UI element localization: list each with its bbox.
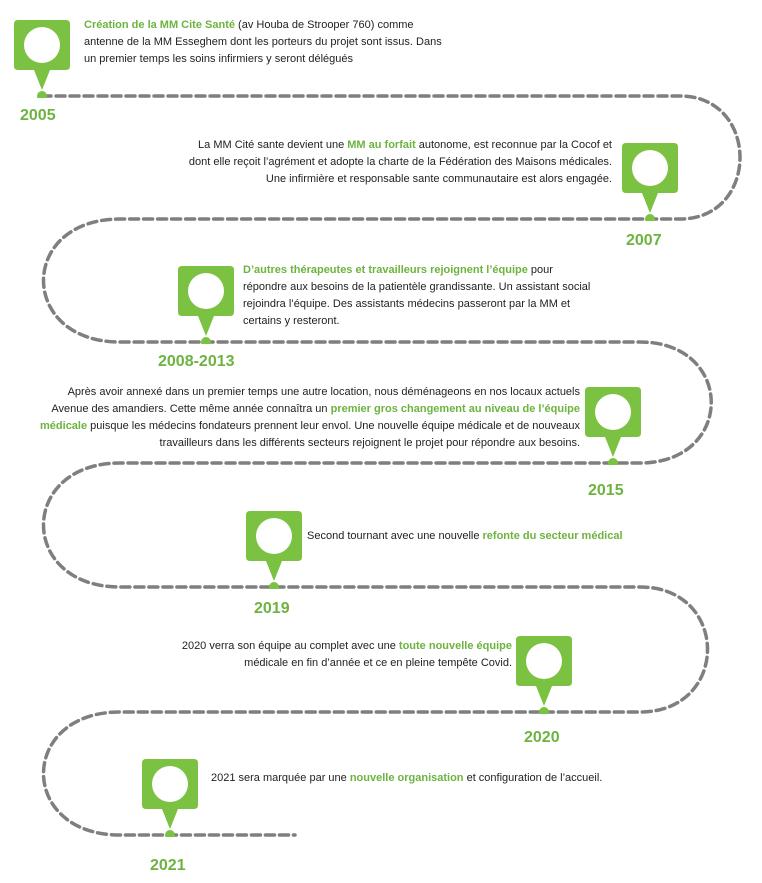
highlighted-text: MM au forfait xyxy=(347,139,416,151)
highlighted-text: Création de la MM Cite Santé xyxy=(84,19,235,31)
event-description xyxy=(211,770,681,787)
highlighted-text: toute nouvelle équipe xyxy=(398,640,512,652)
year-label: 2005 xyxy=(20,107,56,124)
highlighted-text: D’autres thérapeutes et travailleurs rejoignent l’équipe xyxy=(243,264,528,276)
description-text: La MM Cité sante devient une xyxy=(198,139,348,151)
description-text: (av Houba de Strooper 760) comme antenne de la MM Esseghem dont les porteurs du projet sont issus. Dans un premier temps les soins infirmiers y seront délégués xyxy=(84,19,442,65)
location-pin-icon xyxy=(514,630,574,714)
description-text: et configuration de l’accueil. xyxy=(463,772,603,784)
description-text: 2020 verra son équipe au complet avec une xyxy=(181,640,399,652)
location-pin-icon xyxy=(583,381,643,465)
description-text: 2021 sera marquée par une xyxy=(211,772,350,784)
year-label: 2007 xyxy=(626,232,662,249)
description-text: médicale en fin d’année et ce en pleine tempête Covid. xyxy=(244,657,512,669)
description-text: autonome, est reconnue par la Cocof et dont elle reçoit l’agrément et adopte la charte de la Fédération des Maisons médicales. Une infirmière et responsable sante communautaire est alors engagée. xyxy=(188,139,612,185)
description-text: Après avoir annexé dans un premier temps une autre location, nous déménageons en nos locaux actuels Avenue des amandiers. Cette même année connaîtra un xyxy=(51,386,580,415)
highlighted-text: premier gros changement au niveau de l’équipe médicale xyxy=(40,403,580,432)
highlighted-text: refonte du secteur médical xyxy=(482,530,623,542)
event-description xyxy=(243,262,599,330)
year-label: 2021 xyxy=(150,857,186,874)
description-text: pour répondre aux besoins de la patientèle grandissante. Un assistant social rejoindra l’équipe. Des assistants médecins passeront par la MM et certains y resteront. xyxy=(243,264,591,327)
event-description xyxy=(150,638,512,672)
highlighted-text: nouvelle organisation xyxy=(349,772,464,784)
location-pin-icon xyxy=(12,14,72,98)
year-label: 2015 xyxy=(588,482,624,499)
event-description xyxy=(307,528,687,545)
event-description xyxy=(84,17,444,68)
year-label: 2020 xyxy=(524,729,560,746)
year-label: 2008-2013 xyxy=(158,353,235,370)
event-description xyxy=(32,384,580,452)
location-pin-icon xyxy=(244,505,304,589)
location-pin-icon xyxy=(140,753,200,837)
description-text: puisque les médecins fondateurs prennent leur envol. Une nouvelle équipe médicale et de nouveaux travailleurs dans les différents secteurs rejoignent le projet pour répondre aux besoins. xyxy=(87,420,580,449)
description-text: Second tournant avec une nouvelle xyxy=(307,530,483,542)
year-label: 2019 xyxy=(254,600,290,617)
event-description xyxy=(185,137,612,188)
location-pin-icon xyxy=(620,137,680,221)
location-pin-icon xyxy=(176,260,236,344)
